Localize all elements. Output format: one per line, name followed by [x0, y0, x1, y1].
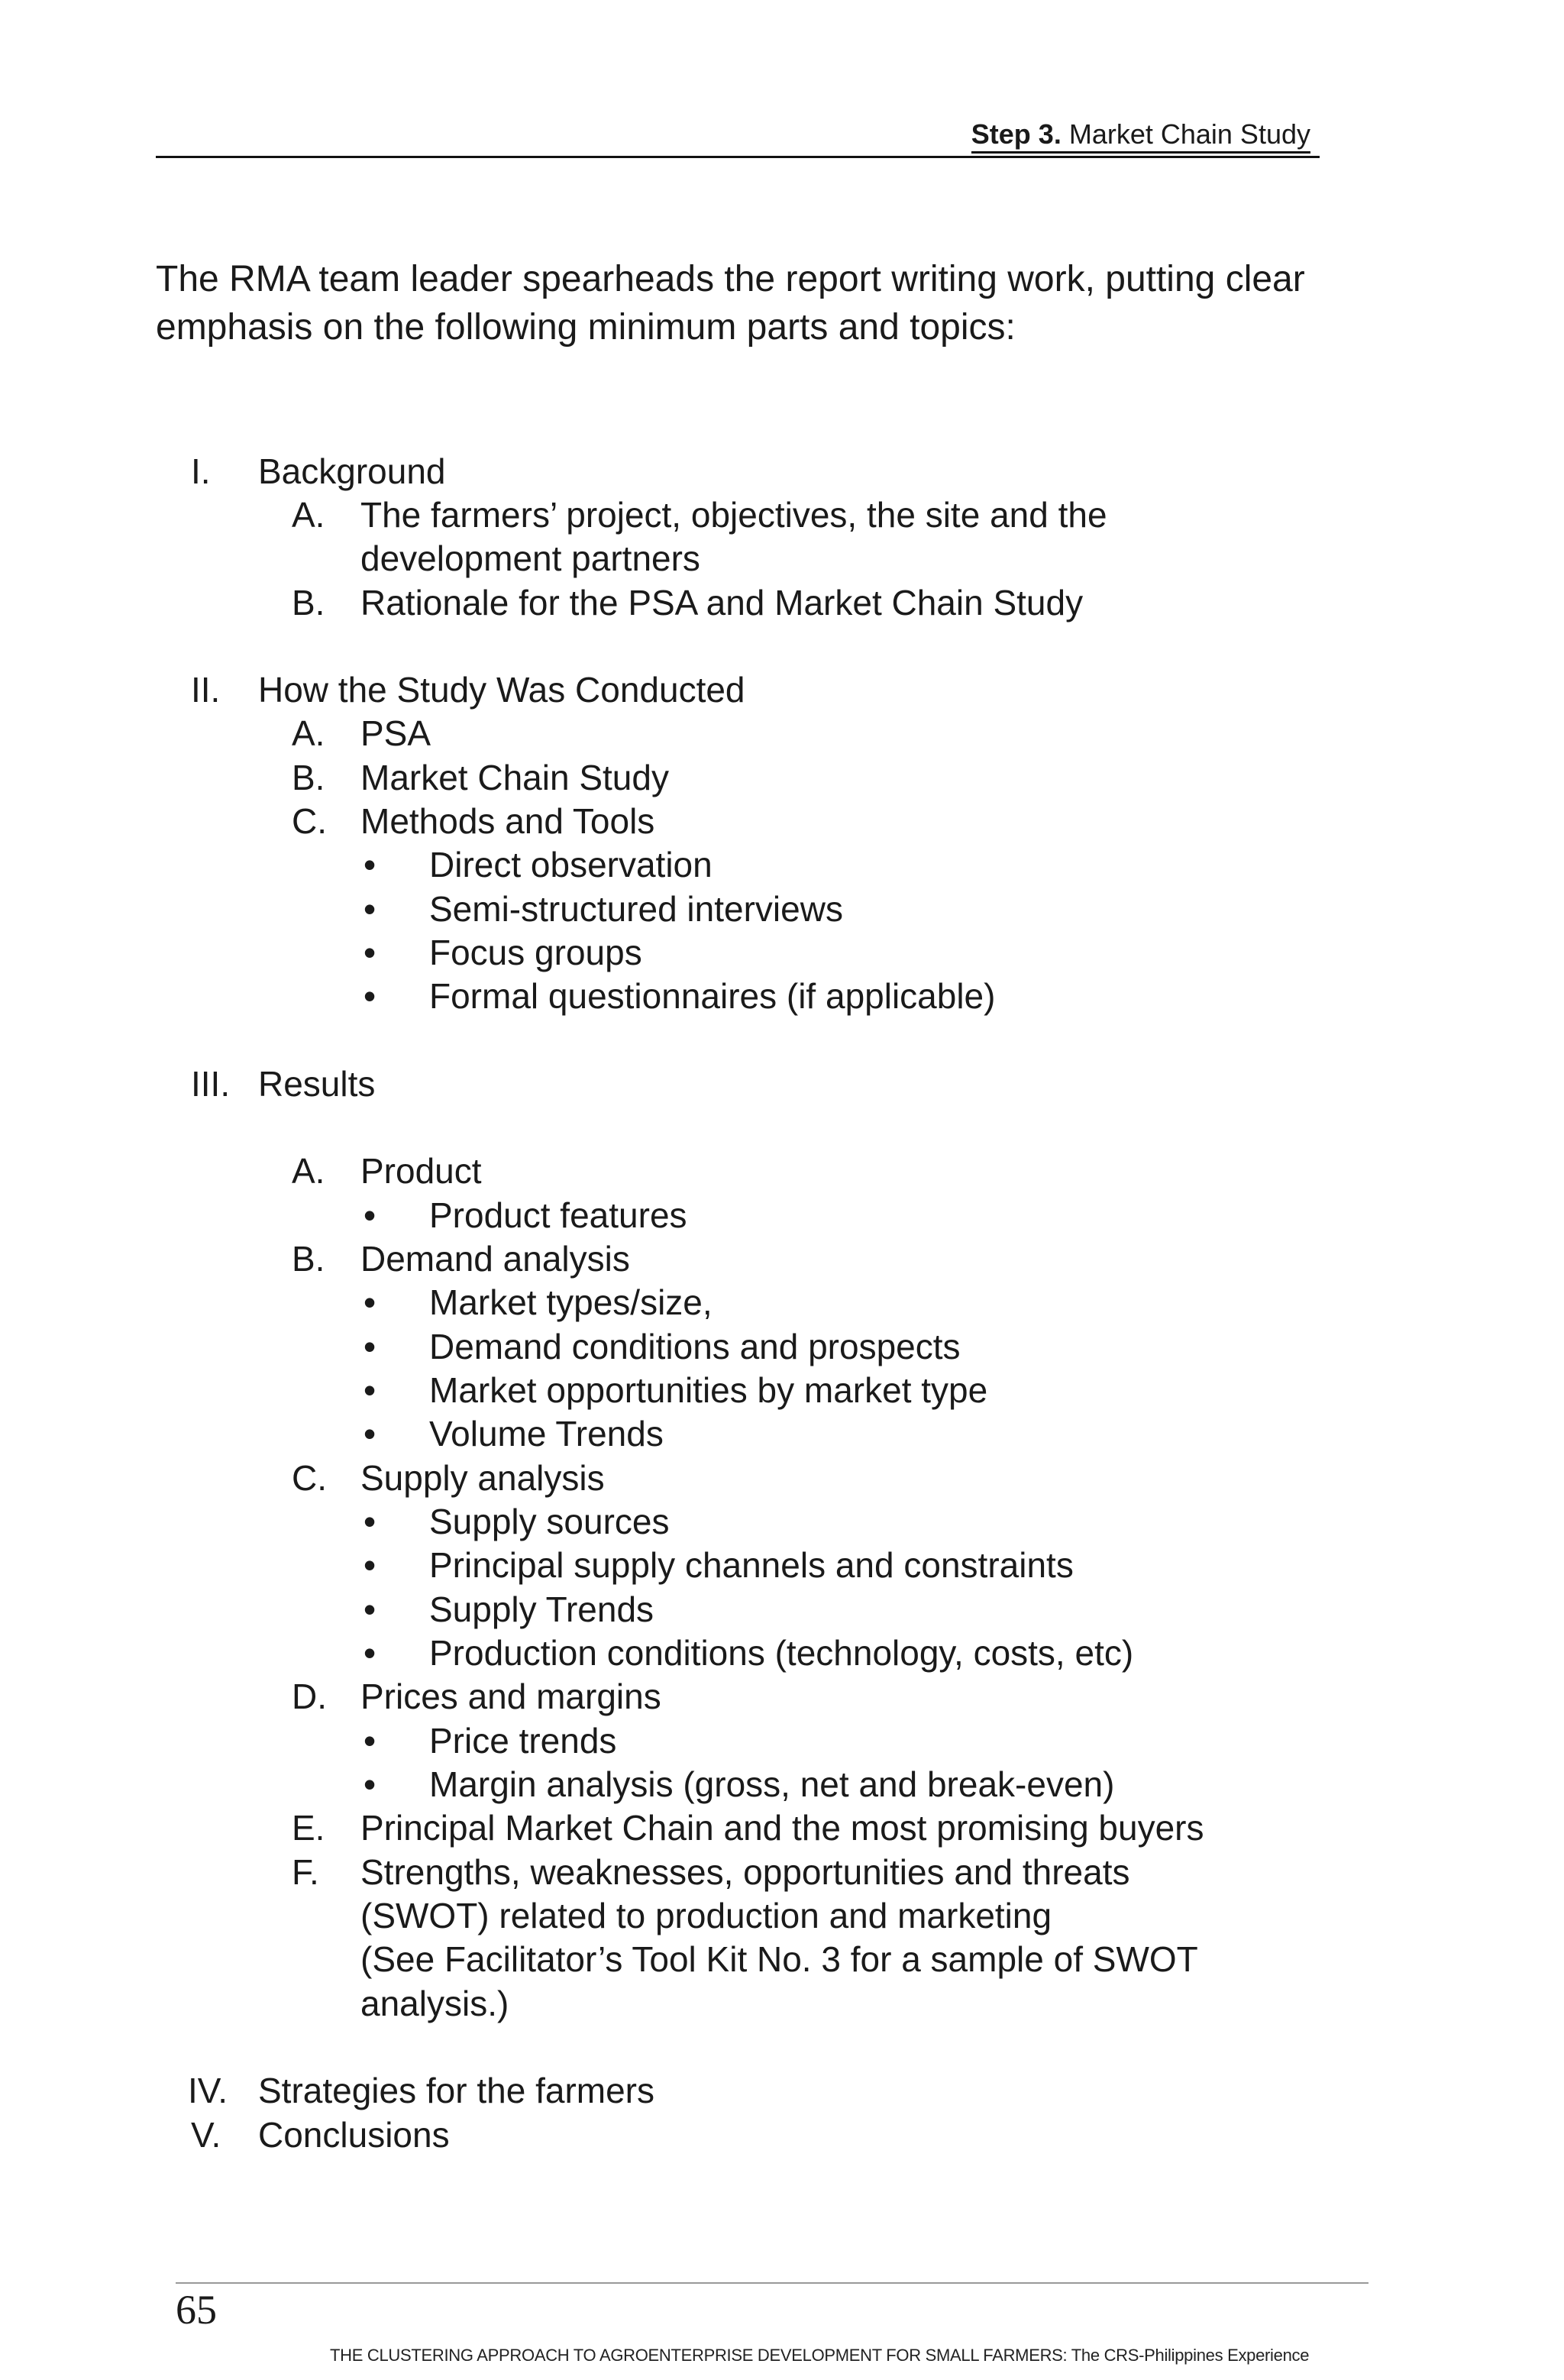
bullet-glyph: •: [364, 845, 376, 884]
item-letter: A.: [292, 1151, 325, 1191]
header-title: Market Chain Study: [1068, 118, 1310, 150]
intro-paragraph: The RMA team leader spearheads the report writing work, putting clear emphasis on the following minimum parts and topics:: [156, 259, 1305, 348]
bullet-text: Production conditions (technology, costs, etc): [429, 1633, 1134, 1673]
bullet-text: Focus groups: [429, 933, 642, 972]
item-text: analysis.): [360, 1984, 509, 2023]
item-letter: F.: [292, 1852, 319, 1892]
section-num: IV.: [188, 2071, 228, 2110]
item-letter: A.: [292, 495, 325, 535]
item-text: Methods and Tools: [360, 801, 655, 841]
bullet-text: Price trends: [429, 1721, 617, 1761]
section-label: Strategies for the farmers: [258, 2071, 654, 2110]
bullet-text: Formal questionnaires (if applicable): [429, 976, 996, 1016]
item-letter: C.: [292, 1458, 327, 1498]
header-text: [971, 119, 1310, 154]
header-step: Step 3.: [971, 118, 1062, 150]
section-num: I.: [191, 451, 211, 491]
bullet-glyph: •: [364, 1502, 376, 1541]
page-number: 65: [176, 2287, 217, 2333]
item-letter: A.: [292, 713, 325, 753]
item-text: Demand analysis: [360, 1239, 630, 1279]
item-text: Rationale for the PSA and Market Chain Study: [360, 583, 1084, 622]
bullet-text: Semi-structured interviews: [429, 889, 843, 929]
item-text: development partners: [360, 538, 700, 578]
bullet-text: Direct observation: [429, 845, 713, 884]
bullet-text: Principal supply channels and constraints: [429, 1545, 1074, 1585]
item-letter: D.: [292, 1677, 327, 1716]
section-num: III.: [191, 1064, 231, 1104]
item-letter: B.: [292, 1239, 325, 1279]
item-text: Principal Market Chain and the most promising buyers: [360, 1808, 1204, 1848]
bullet-glyph: •: [364, 1195, 376, 1235]
bullet-text: Volume Trends: [429, 1414, 664, 1454]
item-text: (See Facilitator’s Tool Kit No. 3 for a sample of SWOT: [360, 1939, 1198, 1979]
item-text: Strengths, weaknesses, opportunities and threats: [360, 1852, 1130, 1892]
section-num: V.: [191, 2115, 221, 2155]
item-letter: B.: [292, 583, 325, 622]
bullet-glyph: •: [364, 1370, 376, 1410]
bullet-text: Demand conditions and prospects: [429, 1327, 961, 1366]
bullet-glyph: •: [364, 1414, 376, 1454]
item-text: PSA: [360, 713, 431, 753]
bullet-glyph: •: [364, 1633, 376, 1673]
item-letter: C.: [292, 801, 327, 841]
item-text: Supply analysis: [360, 1458, 605, 1498]
bullet-glyph: •: [364, 889, 376, 929]
item-letter: B.: [292, 758, 325, 797]
bullet-text: Market opportunities by market type: [429, 1370, 988, 1410]
bullet-glyph: •: [364, 1545, 376, 1585]
section-label: How the Study Was Conducted: [258, 670, 745, 710]
bullet-glyph: •: [364, 933, 376, 972]
bullet-glyph: •: [364, 1282, 376, 1322]
footer-book-title: THE CLUSTERING APPROACH TO AGROENTERPRISE DEVELOPMENT FOR SMALL FARMERS: The CRS-Philippines Experience: [330, 2346, 1310, 2365]
item-text: Product: [360, 1151, 482, 1191]
item-text: Market Chain Study: [360, 758, 669, 797]
footer-rule: [176, 2282, 1368, 2284]
section-label: Results: [258, 1064, 376, 1104]
bullet-text: Supply Trends: [429, 1589, 654, 1629]
running-header: [156, 115, 1320, 158]
bullet-glyph: •: [364, 976, 376, 1016]
bullet-glyph: •: [364, 1589, 376, 1629]
item-text: The farmers’ project, objectives, the site and the: [360, 495, 1107, 535]
bullet-text: Market types/size,: [429, 1282, 713, 1322]
item-text: (SWOT) related to production and marketing: [360, 1896, 1052, 1935]
bullet-glyph: •: [364, 1721, 376, 1761]
section-label: Conclusions: [258, 2115, 450, 2155]
section-label: Background: [258, 451, 446, 491]
bullet-text: Margin analysis (gross, net and break-even): [429, 1764, 1115, 1804]
bullet-text: Product features: [429, 1195, 687, 1235]
bullet-glyph: •: [364, 1327, 376, 1366]
section-num: II.: [191, 670, 221, 710]
item-text: Prices and margins: [360, 1677, 661, 1716]
bullet-glyph: •: [364, 1764, 376, 1804]
bullet-text: Supply sources: [429, 1502, 670, 1541]
item-letter: E.: [292, 1808, 325, 1848]
